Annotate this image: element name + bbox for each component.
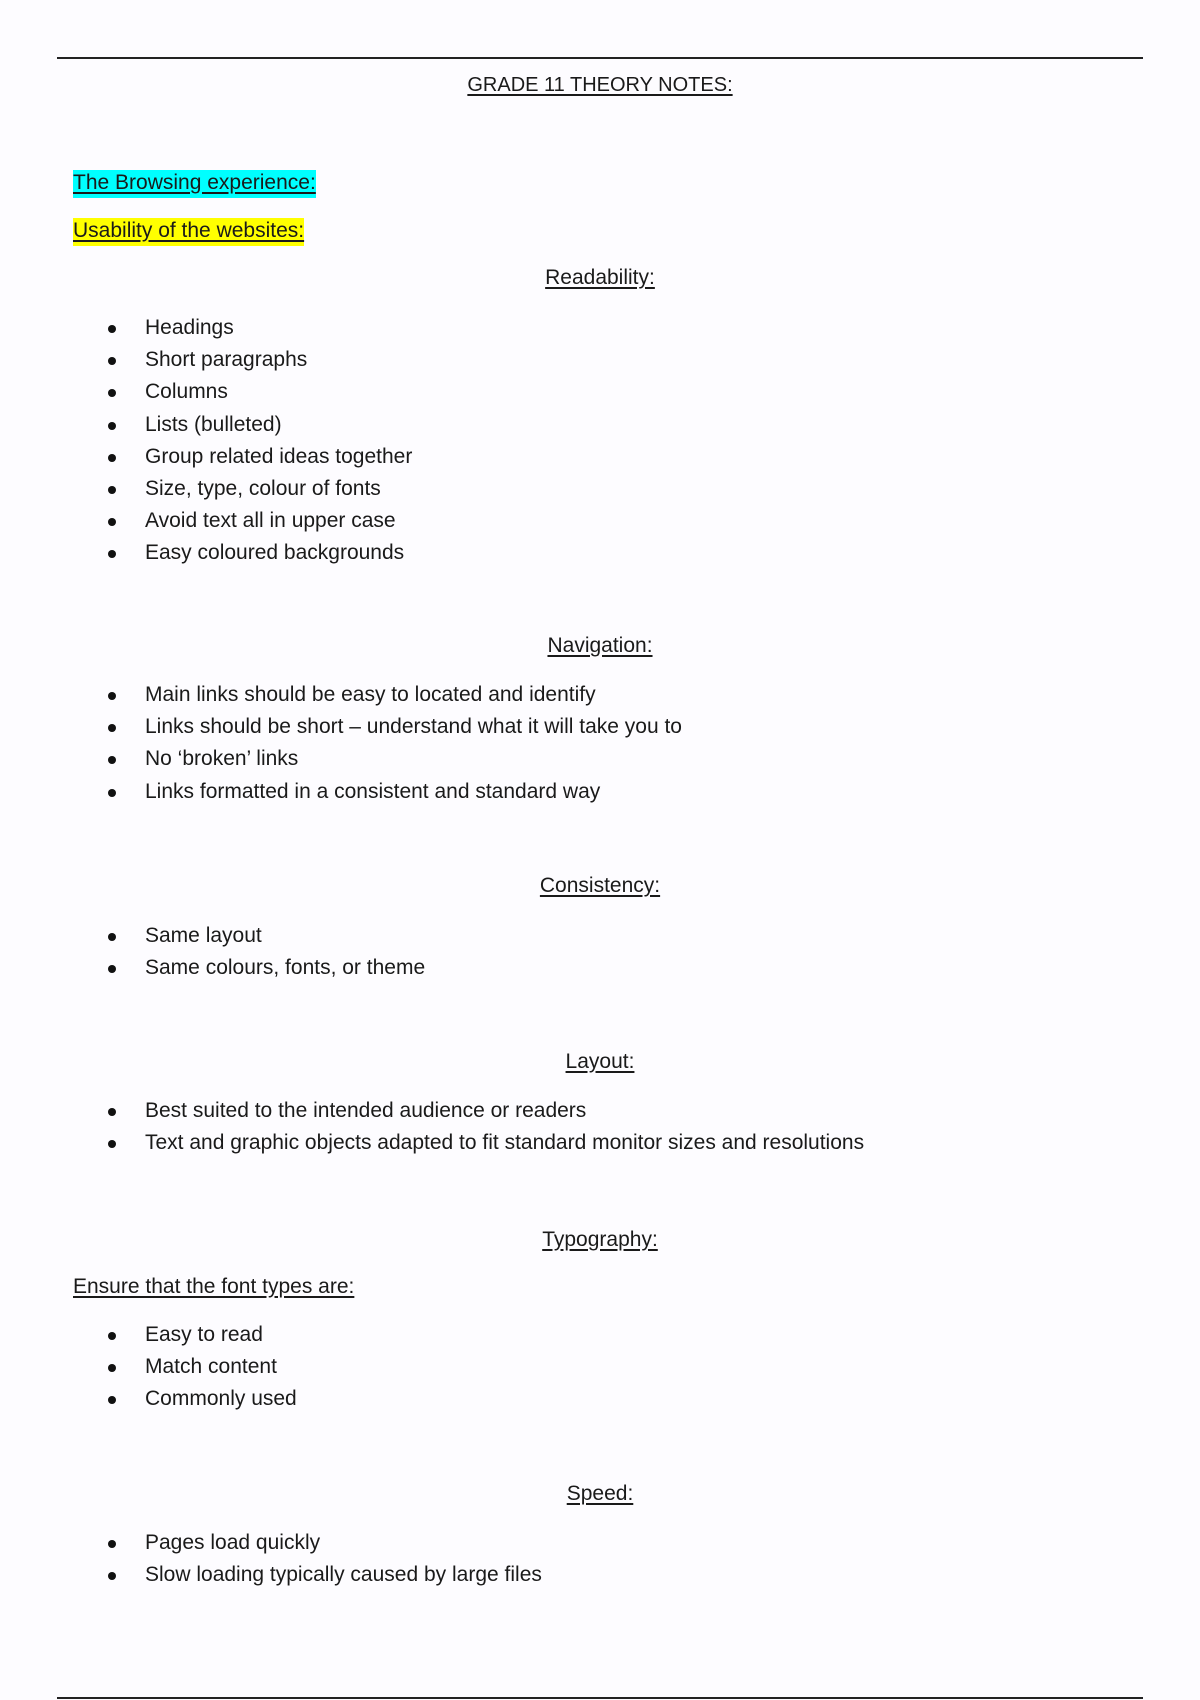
bullet-icon bbox=[108, 965, 116, 973]
browsing-experience-heading: The Browsing experience: bbox=[73, 170, 316, 198]
list-item: Columns bbox=[0, 380, 412, 412]
section-title-readability: Readability: bbox=[545, 266, 655, 289]
document-title: GRADE 11 THEORY NOTES: bbox=[467, 74, 733, 96]
list-item: Match content bbox=[0, 1355, 297, 1387]
list-item: Headings bbox=[0, 316, 412, 348]
list-item: Links formatted in a consistent and standard way bbox=[0, 780, 682, 812]
consistency-list bbox=[0, 924, 425, 988]
bullet-icon bbox=[108, 389, 116, 397]
bullet-icon bbox=[108, 357, 116, 365]
bottom-rule bbox=[57, 1697, 1143, 1699]
section-title-layout: Layout: bbox=[565, 1050, 635, 1073]
typography-list bbox=[0, 1323, 297, 1420]
list-item: Group related ideas together bbox=[0, 445, 412, 477]
bullet-icon bbox=[108, 724, 116, 732]
list-item: Commonly used bbox=[0, 1387, 297, 1419]
bullet-icon bbox=[108, 1108, 116, 1116]
bullet-icon bbox=[108, 933, 116, 941]
list-item: Lists (bulleted) bbox=[0, 413, 412, 445]
bullet-icon bbox=[108, 789, 116, 797]
list-item: Size, type, colour of fonts bbox=[0, 477, 412, 509]
navigation-list bbox=[0, 683, 682, 812]
section-title-speed: Speed: bbox=[566, 1482, 634, 1505]
bullet-icon bbox=[108, 692, 116, 700]
bullet-icon bbox=[108, 1140, 116, 1148]
speed-list bbox=[0, 1531, 542, 1595]
bullet-icon bbox=[108, 1396, 116, 1404]
section-title-typography: Typography: bbox=[542, 1228, 658, 1251]
list-item: Same layout bbox=[0, 924, 425, 956]
list-item: Easy coloured backgrounds bbox=[0, 541, 412, 573]
section-title-navigation: Navigation: bbox=[547, 634, 653, 657]
list-item: Best suited to the intended audience or readers bbox=[0, 1099, 864, 1131]
list-item: Slow loading typically caused by large files bbox=[0, 1563, 542, 1595]
bullet-icon bbox=[108, 422, 116, 430]
list-item: No ‘broken’ links bbox=[0, 747, 682, 779]
top-rule bbox=[57, 57, 1143, 59]
section-title-consistency: Consistency: bbox=[539, 874, 661, 897]
bullet-icon bbox=[108, 756, 116, 764]
bullet-icon bbox=[108, 1540, 116, 1548]
list-item: Easy to read bbox=[0, 1323, 297, 1355]
readability-list bbox=[0, 316, 412, 574]
list-item: Pages load quickly bbox=[0, 1531, 542, 1563]
list-item: Avoid text all in upper case bbox=[0, 509, 412, 541]
bullet-icon bbox=[108, 454, 116, 462]
bullet-icon bbox=[108, 550, 116, 558]
bullet-icon bbox=[108, 486, 116, 494]
list-item: Short paragraphs bbox=[0, 348, 412, 380]
layout-list bbox=[0, 1099, 864, 1163]
bullet-icon bbox=[108, 1332, 116, 1340]
typography-intro: Ensure that the font types are: bbox=[73, 1275, 355, 1298]
list-item: Main links should be easy to located and identify bbox=[0, 683, 682, 715]
bullet-icon bbox=[108, 325, 116, 333]
list-item: Text and graphic objects adapted to fit standard monitor sizes and resolutions bbox=[0, 1131, 864, 1163]
list-item: Links should be short – understand what it will take you to bbox=[0, 715, 682, 747]
bullet-icon bbox=[108, 1364, 116, 1372]
list-item: Same colours, fonts, or theme bbox=[0, 956, 425, 988]
usability-heading: Usability of the websites: bbox=[73, 218, 304, 246]
bullet-icon bbox=[108, 1572, 116, 1580]
bullet-icon bbox=[108, 518, 116, 526]
